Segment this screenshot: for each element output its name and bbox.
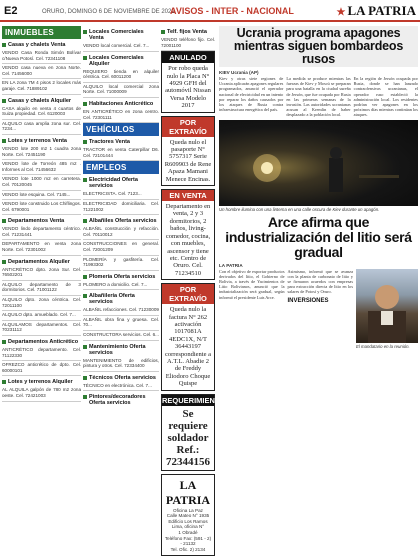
bullet-square-icon [83,56,87,60]
category-heading: Departamentos Venta [2,218,81,224]
notice-text: Departamento en venta, 2 y 3 dormitorios, 2 baños, living-comedor, cocina, con muebles, ascensor y tiene etc. Centro de Oruro. Cel. 71234510 [165,203,211,277]
classified-ad: ALBAÑIL refacciones. Cel. 71230009 [83,306,159,316]
category-heading: Telf. fijos Venta [161,29,215,35]
section-label: LA PATRIA [219,262,243,268]
category-heading: Locales Comerciales Alquiler [83,55,159,67]
bullet-square-icon [83,345,87,349]
category-heading: Pintores/decoradores Oferta servicios [83,394,159,406]
headline-ucrania: Ucrania programa apagones mientras siguen bombardeos rusos [219,26,418,67]
classified-list [161,29,215,51]
office-logo: LA PATRIA [165,477,211,507]
classified-ad: ELECTRICIDAD domiciliaria. Cel. 71221002 [83,200,159,215]
bullet-square-icon [2,99,6,103]
classifieds-column-3 [161,26,226,552]
bullet-square-icon [83,219,87,223]
classified-ad: ANTICRÉTICO dpto. zona Sur. Cel. 76502201 [2,266,81,281]
office-detail-line: 1 Obradé [178,529,198,535]
notice-title: EN VENTA [162,190,214,201]
classified-ad: ALQUILO local comercial zona Norte. Cel. 71000009 [83,83,159,98]
classifieds-column-1 [2,26,81,522]
classified-ad: REQUIERO tienda en alquiler céntrica. Cel. 60011200 [83,68,159,83]
headline-litio: Arce afirma que industrialización del litio será gradual [225,213,412,260]
notice-box [161,283,215,390]
bullet-square-icon [2,219,6,223]
category-heading: Tractores Venta [83,139,159,145]
category-heading: Casas y chalets Venta [2,42,81,48]
article-column: En la región de Jersón ocupada por Rusia, donde se han lanzado contraofensivas ucranianas, el operador ruso estableció la administración local. Los residentes podrían ver apagones en los próximos días mientras continúan los ataques. [353,76,418,118]
office-details [164,508,212,553]
office-detail-line: Calle Mateo N° 1935 Edificio Los Ramos Lima, oficina N° [166,513,210,530]
article-column-photo [356,269,418,349]
notice-title: REQUERIMIENTO [162,395,226,405]
classified-ad: VENDO lindo departamento céntrico. Cel. 71231441 [2,225,81,240]
photo-caption: El mandatario en la reunión. [356,343,410,349]
notice-box [161,116,215,186]
bullet-square-icon [83,376,87,380]
classified-ad: VENDO Casa Ronda Simón Bolívar c/Nueva Potosí. Cel. 72341108 [2,49,81,64]
classified-ad: CONSTRUCTORA servicios. Cel. 6... [83,331,159,341]
classified-ad: MANTENIMIENTO de edificios, pintura y otros. Cel. 72334400 [83,357,159,372]
category-heading: Casas y chalets Alquiler [2,98,81,104]
section-heading-vehiculos: VEHÍCULOS [83,123,159,136]
classified-ad: ALQUILO dpto. zona céntrica. Cel. 72011100 [2,296,81,311]
category-heading: Departamentos Anticrético [2,339,81,345]
notice-text: Queda nulo el pasaporte N° 5757317 Serie R609903 de Rene Apaza Mamani Menece Encinas. [164,138,212,183]
photo-illustration [356,269,418,343]
classified-ad: VENDO lote de Torreón 485 m2 . Informes al Cel. 71456632 [2,160,81,175]
star-icon: ★ [336,7,346,18]
classified-ad: VENDO lote esquina. Cel. 7145... [2,191,81,201]
bullet-square-icon [161,30,165,34]
notice-box [161,51,215,112]
photo-illustration [219,120,418,206]
classified-ad: CASA alquilo en venta 4 cuartos de Suiza propiedad. Cel. 6120003 [2,105,81,120]
news-photo-kiev [219,120,418,206]
classified-ad: CONSTRUCCIONES en general. Cel. 72001209 [83,240,159,255]
newspaper-logo: ★ LA PATRIA [336,3,416,18]
classified-ad: VENDO lote 1000 m2 en carretera. Cel. 70120045 [2,175,81,190]
category-heading: Lotes y terrenos Venta [2,138,81,144]
office-detail-line: Oficina La Paz [173,507,203,513]
category-heading: Plomería Oferta servicios [83,274,159,280]
category-heading: Lotes y terrenos Alquiler [2,379,81,385]
classified-ad: ALQUILO casa amplia zona sur. Cel. 7234... [2,120,81,135]
office-info-box [161,474,215,556]
bullet-square-icon [2,43,6,47]
bullet-square-icon [2,260,6,264]
section-heading-empleos: EMPLEOS [83,161,159,174]
category-heading: Albañiles Oferta servicios [83,218,159,224]
classified-ad: PLOMERÍA y gasfitería. Cel. 71993302 [83,256,159,271]
bullet-square-icon [2,340,6,344]
notice-text: Por robo queda nulo la Placa N° 4929 GFH del automóvil Nissan Versa Modelo 2017 [165,65,211,110]
category-heading: Técnicos Oferta servicios [83,375,159,381]
bullet-square-icon [2,139,6,143]
bullet-square-icon [83,178,87,182]
news-photo-arce [356,269,418,343]
classified-ad: ALQUILO dpto. amueblado. Cel. 7... [2,311,81,321]
category-heading: Electricidad Oferta servicios [83,177,159,189]
classified-ad: TÉCNICO en electrónica. Cel. 7... [83,382,159,392]
notice-text: Se requiere soldador Ref.: 72344156 [166,407,210,468]
notice-box [161,189,215,280]
category-heading: Albañilería Oferta servicios [83,293,159,305]
article-column: Con el objetivo de exportar productos derivados del litio, el Gobierno de Bolivia, a través de Yacimientos de Litio Bolivianos, anunció que la industrialización será gradual, según informó el presidente Luis Arce. [219,268,285,300]
bullet-square-icon [83,395,87,399]
section-heading-inmuebles: INMUEBLES [2,26,81,39]
classified-ad: DEPARTAMENTO en venta zona Norte. Cel. 72301002 [2,240,81,255]
page-date: ORURO, DOMINGO 6 DE NOVIEMBRE DE 2022 [42,9,175,15]
category-heading: Locales Comerciales Venta [83,29,159,41]
classified-list [83,29,159,123]
bullet-square-icon [2,380,6,384]
classified-ad: ALBAÑIL construcción y refacción. Cel. 70110012 [83,225,159,240]
subheading: INVERSIONES [287,297,329,304]
classified-ad: TRACTOR en venta Caterpillar D6. Cel. 72101444 [83,146,159,161]
bullet-square-icon [83,102,87,106]
office-detail-line: Teléfono Fax: (591 - 2) - 21132 [164,535,212,547]
classified-list [83,177,159,406]
office-detail-line: Tel. Ofic. 2) 2134 [170,546,206,552]
classified-ad: ELECTRICISTA. Cel. 7123... [83,190,159,200]
notice-box [161,394,226,471]
category-heading: Departamentos Alquiler [2,259,81,265]
dateline: KIEV Ucrania (AP) [219,70,259,75]
notice-title: POR EXTRAVÍO [162,117,214,137]
article-column: La medida se produce mientras las fuerzas de Kiev y Moscú se preparan para una batalla en la ciudad sureña de Jersón, que fue ocupada por Rusia en las primeras semanas de la invasión. Las autoridades ucranianas acusan al Kremlin de haber desplazado a la población local. [286,76,351,118]
photo-caption: Un hombre ilumina con una linterna en una calle oscura de Kiev durante un apagón. [219,206,380,212]
bullet-square-icon [83,140,87,144]
bullet-square-icon [83,294,87,298]
article-column: Asimismo, informó que se avanza con la planta de carbonato de litio y se firmaron acuerdos con empresas para extracción directa de litio en los salares de Potosí y Oruro. INVERSIONES [287,268,353,304]
page-number: E2 [4,5,18,17]
classified-ad: EN ANTICRÉTICO en zona centro. Cel. 72301111 [83,108,159,123]
notice-title: POR EXTRAVÍO [162,284,214,304]
classified-ad: ALBAÑIL obra fina y gruesa. Cel. 70... [83,316,159,331]
bullet-square-icon [83,275,87,279]
notice-text: Queda nulo la factura N° 262 activación 1017081A 4EDC1X, N/T 36443197 correspondiente a A.T.L. Abadie 2 de Freddy Eliodoro Choque Quispe [164,306,212,388]
notice-boxes [161,51,226,470]
classified-ad: EN LA zona 7M 4 pisos 2 locales más garaje. Cel. 71889102 [2,79,81,94]
article-column: Kiev y otras siete regiones de Ucrania aplicarán apagones regulares programados, anunció el operador nacional de electricidad en un intento por reparar los daños causados por los ataques de Rusia contra infraestructura energética del país. [219,76,284,113]
classified-ad: AL ALQUILA galpón de 780 m2 zona oeste. Cel. 72421003 [2,386,81,401]
page-header [0,0,420,22]
classified-ad: VENDO teléfono fijo. Cel. 72001100 [161,36,215,51]
classified-ad: ANTICRÉTICO departamento. Cel. 71122330 [2,346,81,361]
classified-ad: OFREZCO anticrético de dpto. Cel. 60000101 [2,361,81,376]
section-title: AVISOS - INTER - NACIONAL [170,6,294,16]
classified-list [83,139,159,161]
classified-ad: VENDO lote 200 m2 1 cuadra zona Norte. Cel. 72451190 [2,145,81,160]
article-body [219,269,418,349]
category-heading: Habitaciones Anticrético [83,101,159,107]
article-body [219,76,418,118]
classified-list [2,42,81,402]
classified-ad: VENDO lote construido Los Chiflingos. Cel. 6790001 [2,200,81,215]
classified-ad: ALQUILO departamento de 3 dormitorios. Cel. 71001122 [2,281,81,296]
classified-ad: VENDO casa nueva en zona Norte. Cel. 71456000 [2,64,81,79]
notice-title: ANULADO [162,52,214,63]
category-heading: Mantenimiento Oferta servicios [83,344,159,356]
classified-ad: ALQUILAMOS departamentos. Cel. 70231112 [2,321,81,336]
classifieds-column-2 [83,26,159,522]
bullet-square-icon [83,30,87,34]
classified-ad: PLOMERO a domicilio. Cel. 7... [83,281,159,291]
classified-ad: VENDO local comercial. Cel. 7... [83,42,159,52]
news-area [219,26,418,349]
